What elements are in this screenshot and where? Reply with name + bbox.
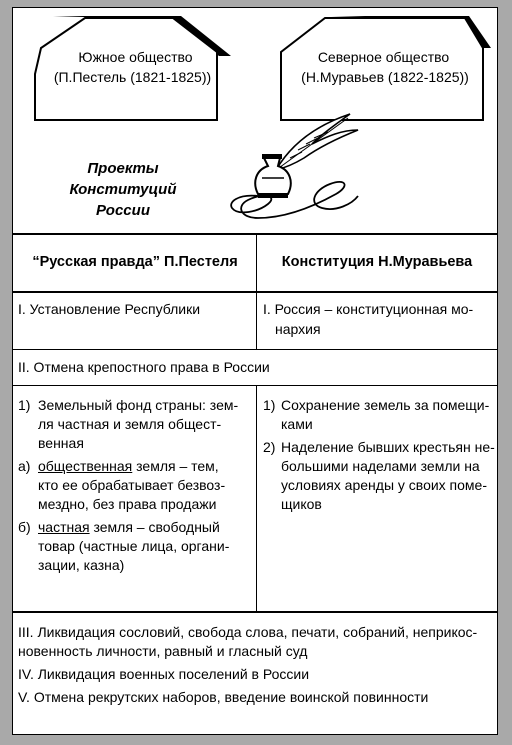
item-iv: IV. Ликвидация военных поселений в России <box>18 666 310 682</box>
south-society-leader: (П.Пестель (1821-1825)) <box>53 69 212 85</box>
item-v: V. Отмена рекрутских наборов, введение воинской повинности <box>18 689 429 705</box>
left-item-1-line1: Земельный фонд страны: зем- <box>38 397 239 413</box>
private-land-term: частная <box>38 519 90 535</box>
left-item-a-line3: мездно, без права продажи <box>38 496 217 512</box>
column-divider-top <box>256 234 257 349</box>
right-item-2-line2: большими наделами земли на <box>281 458 480 474</box>
north-society-leader: (Н.Муравьев (1822-1825)) <box>301 69 469 85</box>
right-item-1-line1: Сохранение земель за помещи- <box>281 397 490 413</box>
left-item-a-letter: а) <box>18 458 31 474</box>
column-divider-bottom <box>256 386 257 611</box>
right-item-2-line4: щиков <box>281 496 322 512</box>
left-item-a-line1: общественная земля – тем, <box>38 458 219 474</box>
left-item-b-line3: зации, казна) <box>38 557 125 573</box>
right-item-2-line1: Наделение бывших крестьян не- <box>281 439 495 455</box>
right-item-2-line3: условиях аренды у своих поме- <box>281 477 488 493</box>
left-item-1-line3: венная <box>38 435 84 451</box>
row2-rule <box>13 385 497 386</box>
north-society-name: Северное общество <box>317 49 450 65</box>
left-item-b-letter: б) <box>18 519 31 535</box>
public-land-term: общественная <box>38 458 133 474</box>
left-item-b-line1: частная земля – свободный <box>38 519 220 535</box>
row1-rule <box>13 349 497 350</box>
row2-text: II. Отмена крепостного права в России <box>18 359 270 375</box>
inkwell-quill-icon <box>218 108 368 228</box>
header-bottom-rule <box>13 291 497 293</box>
left-item-1-line2: ля частная и земля общест- <box>38 416 222 432</box>
left-item-1-number: 1) <box>18 397 31 413</box>
row1-right-line2: нархия <box>275 321 321 337</box>
document-sheet <box>12 7 498 735</box>
right-item-1-line2: ками <box>281 416 313 432</box>
row3-rule <box>13 611 497 613</box>
column-header-right: Конституция Н.Муравьева <box>281 254 473 270</box>
projects-title: Проекты Конституций России <box>69 160 177 219</box>
south-society-name: Южное общество <box>78 49 193 65</box>
row1-right-line1: I. Россия – конституционная мо- <box>263 301 474 317</box>
right-item-2-number: 2) <box>263 439 276 455</box>
row1-left-text: I. Установление Республики <box>18 301 201 317</box>
right-item-1-number: 1) <box>263 397 276 413</box>
item-iii-line2: новенность личности, равный и гласный суд <box>18 643 308 659</box>
left-item-a-line2: кто ее обрабатывает безвоз- <box>38 477 226 493</box>
left-item-b-line2: товар (частные лица, органи- <box>38 538 230 554</box>
column-header-left: “Русская правда” П.Пестеля <box>32 254 238 270</box>
item-iii-line1: III. Ликвидация сословий, свобода слова, печати, собраний, неприкос- <box>18 624 478 640</box>
table-top-rule <box>13 233 497 235</box>
